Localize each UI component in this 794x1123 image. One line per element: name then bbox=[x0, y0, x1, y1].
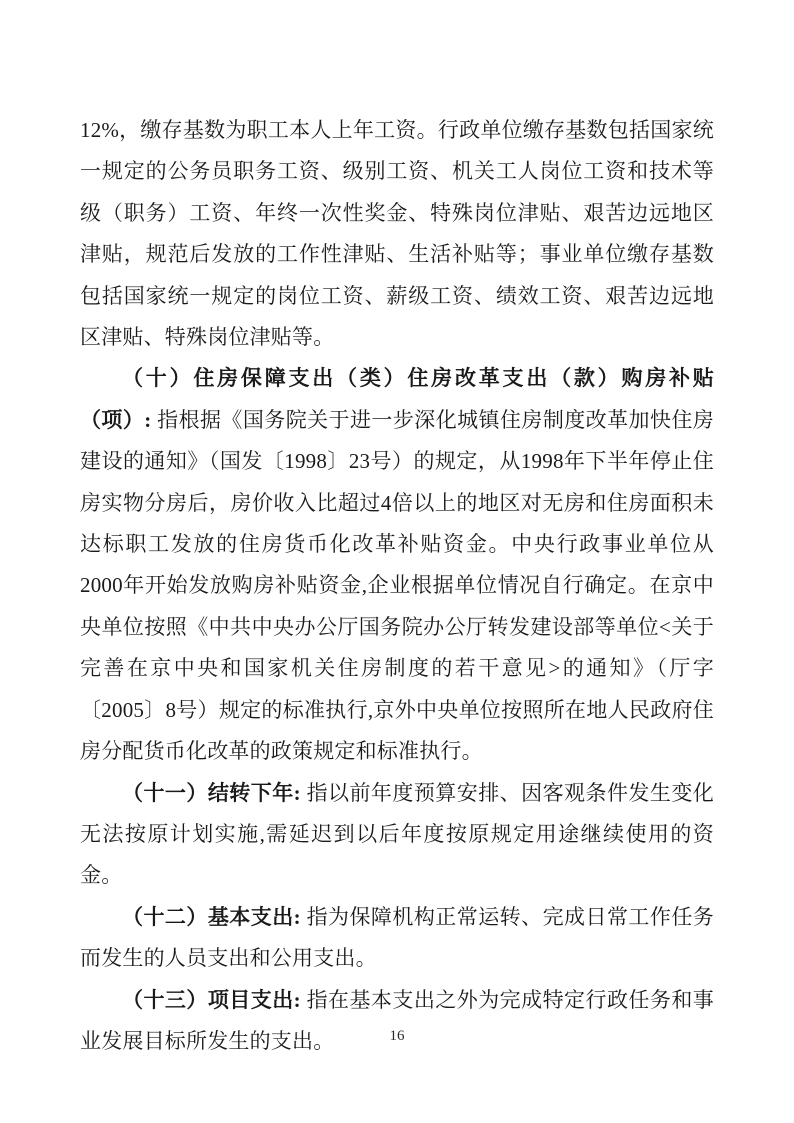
paragraph-continuation bbox=[80, 110, 714, 358]
paragraph-item-11 bbox=[80, 773, 714, 897]
paragraph-lead: （十）住房保障支出（类）住房改革支出（款）购房补贴（项）: bbox=[80, 366, 714, 432]
page-number: 16 bbox=[389, 1028, 405, 1044]
paragraph-text: 指为保障机构正常运转、完成日常工作任务而发生的人员支出和公用支出。 bbox=[80, 904, 714, 971]
paragraph-item-13 bbox=[80, 980, 714, 1063]
paragraph-item-10 bbox=[80, 358, 714, 772]
page-content bbox=[80, 110, 714, 1062]
paragraph-text: 指以前年度预算安排、因客观条件发生变化无法按原计划实施,需延迟到以后年度按原规定用途继续使用的资金。 bbox=[80, 780, 714, 888]
paragraph-text: 12%，缴存基数为职工本人上年工资。行政单位缴存基数包括国家统一规定的公务员职务工资、级别工资、机关工人岗位工资和技术等级（职务）工资、年终一次性奖金、特殊岗位津贴、艰苦边远地区津贴，规范后发放的工作性津贴、生活补贴等；事业单位缴存基数包括国家统一规定的岗位工资、薪级工资、绩效工资、艰苦边远地区津贴、特殊岗位津贴等。 bbox=[80, 118, 714, 350]
paragraph-item-12 bbox=[80, 897, 714, 980]
paragraph-lead: （十二）基本支出: bbox=[122, 904, 307, 929]
paragraph-lead: （十三）项目支出: bbox=[122, 987, 307, 1012]
paragraph-lead: （十一）结转下年: bbox=[122, 780, 307, 805]
paragraph-text: 指根据《国务院关于进一步深化城镇住房制度改革加快住房建设的通知》（国发〔1998〕23号）的规定，从1998年下半年停止住房实物分房后，房价收入比超过4倍以上的地区对无房和住房面积未达标职工发放的住房货币化改革补贴资金。中央行政事业单位从2000年开始发放购房补贴资金,企业根据单位情况自行确定。在京中央单位按照《中共中央办公厅国务院办公厅转发建设部等单位<关于完善在京中央和国家机关住房制度的若干意见>的通知》（厅字〔2005〕8号）规定的标准执行,京外中央单位按照所在地人民政府住房分配货币化改革的政策规定和标准执行。 bbox=[80, 407, 714, 764]
paragraph-text: 指在基本支出之外为完成特定行政任务和事业发展目标所发生的支出。 bbox=[80, 987, 714, 1053]
